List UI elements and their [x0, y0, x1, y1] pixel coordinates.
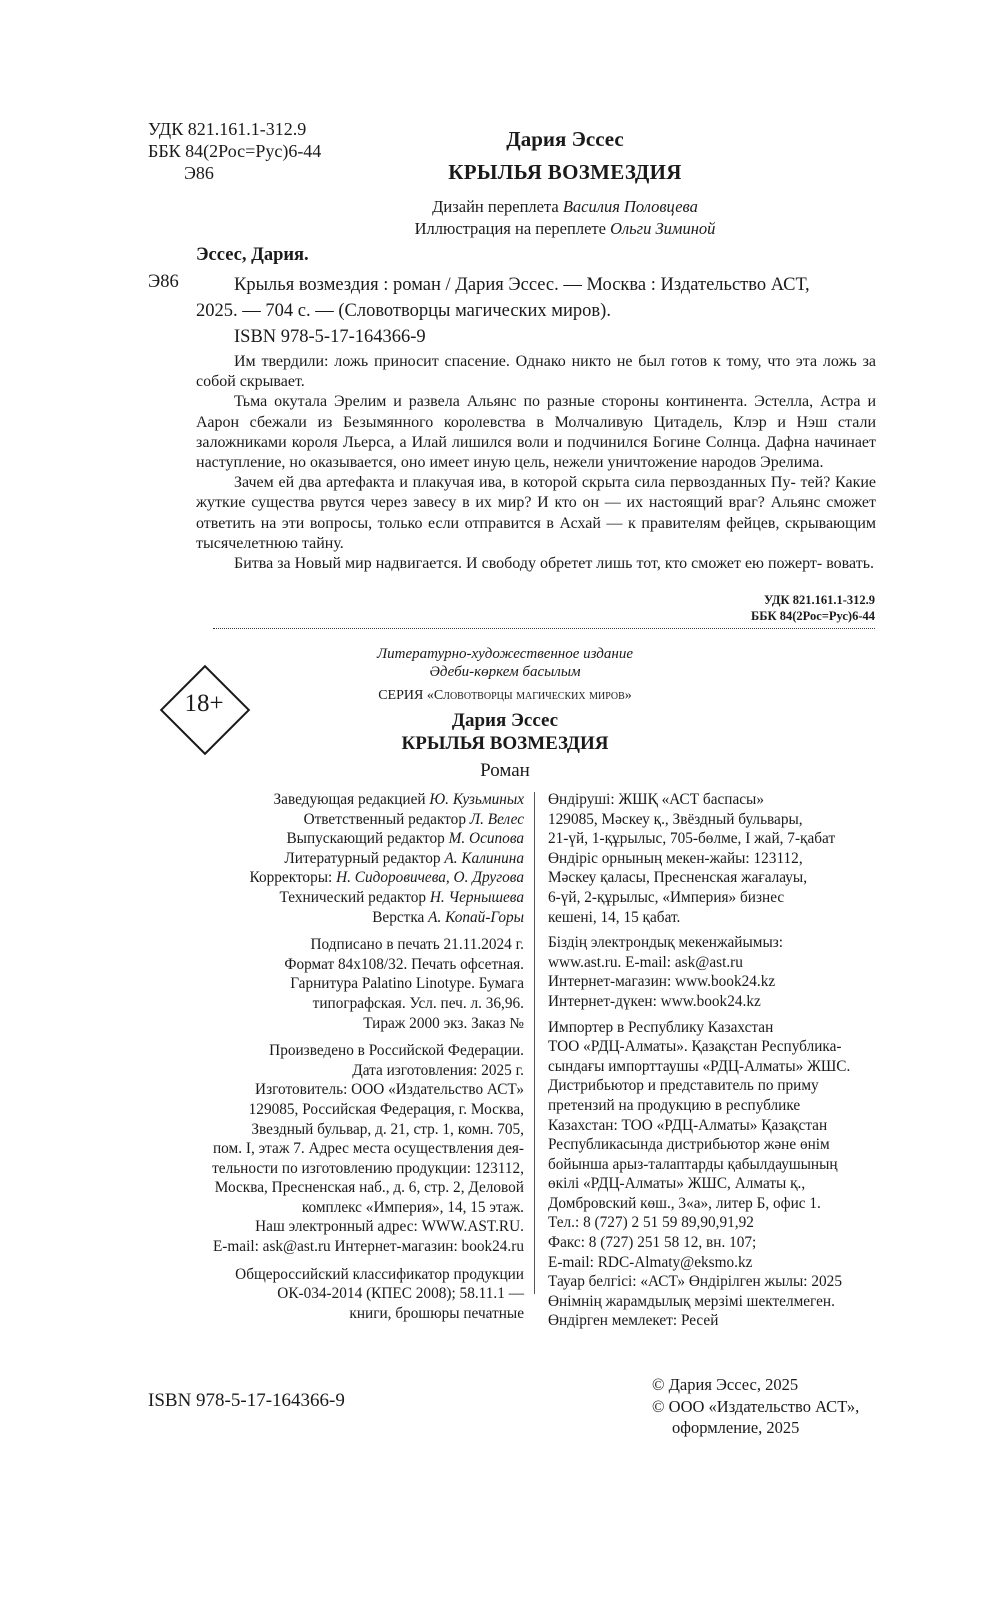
production-line: E-mail: ask@ast.ru Интернет-магазин: book24.ru — [212, 1238, 524, 1256]
annotation-line: ложь за собой скрывает. — [196, 353, 877, 391]
staff-role: Ответственный редактор — [303, 810, 466, 828]
book-author: Дария Эссес — [451, 710, 559, 731]
bib-line: 2025. — 704 с. — (Словотворцы магических миров). — [196, 301, 611, 321]
series-suffix: » — [624, 688, 632, 703]
design-credits — [330, 196, 800, 240]
kz-importer-line: Домбровский көш., 3«а», литер Б, офис 1. — [548, 1194, 821, 1212]
classifier-line: Общероссийский классификатор продукции — [235, 1265, 524, 1283]
kz-importer-line: Өнімнің жарамдылық мерзімі шектелмеген. — [548, 1292, 835, 1310]
staff-item — [150, 829, 524, 849]
staff-item — [150, 849, 524, 869]
annotation — [196, 352, 876, 574]
udk-block — [148, 118, 321, 184]
print-info-line: Формат 84x108/32. Печать офсетная. — [284, 955, 524, 973]
kz-contacts-line: www.ast.ru. E-mail: ask@ast.ru — [548, 953, 743, 971]
edition-type-kz: Әдеби-көркем басылым — [429, 664, 581, 680]
production-line: 129085, Российская Федерация, г. Москва, — [248, 1100, 524, 1118]
bib-description — [196, 272, 876, 324]
illustration-credit — [330, 218, 800, 240]
production-line: тельности по изготовлению продукции: 123112, — [212, 1159, 524, 1177]
annotation-line: и Аарон сбежали из Безымянного королевства в Молчаливую Цитадель, Клэр и Нэш стали — [196, 393, 876, 431]
kz-manufacturer-line: Өндіріс орнының мекен-жайы: 123112, — [548, 849, 803, 867]
kz-manufacturer-line: 129085, Мәскеу қ., Звёздный бульвары, — [548, 810, 803, 828]
annotation-line: Тьма окутала Эрелим и развела Альянс по разные стороны континента. Эстелла, Астра — [234, 393, 861, 411]
column-divider — [534, 792, 535, 1294]
annotation-paragraph — [196, 554, 876, 574]
kz-importer-line: Факс: 8 (727) 251 58 12, вн. 107; — [548, 1234, 757, 1252]
staff-role: Литературный редактор — [284, 849, 441, 867]
design-credit-label: Дизайн переплета — [432, 197, 559, 216]
imprint-left-column — [150, 790, 524, 1331]
staff-role: Выпускающий редактор — [286, 830, 445, 848]
staff-item — [150, 868, 524, 888]
staff-name: А. Калинина — [444, 849, 524, 867]
kz-importer — [548, 1018, 888, 1332]
annotation-line: Битва за Новый мир надвигается. И свободу обретет лишь тот, кто сможет ею пожерт- — [234, 555, 823, 573]
kz-importer-line: Тауар белгісі: «АСТ» Өндірілген жылы: 2025 — [548, 1273, 842, 1291]
kz-importer-line: бойынша арыз-талаптарды қабылдаушының — [548, 1155, 838, 1173]
kz-manufacturer-line: Өндіруші: ЖШҚ «АСТ баспасы» — [548, 791, 764, 808]
book-title: КРЫЛЬЯ ВОЗМЕЗДИЯ — [401, 733, 609, 754]
edition-type — [300, 645, 710, 681]
copyright-publisher-line: оформление, 2025 — [672, 1418, 800, 1437]
staff-name: Л. Велес — [469, 810, 524, 828]
dotted-divider — [213, 628, 875, 629]
production-line: Наш электронный адрес: WWW.AST.RU. — [255, 1218, 524, 1236]
kz-importer-line: Импортер в Республику Казахстан — [548, 1018, 774, 1036]
copyright-author: © Дария Эссес, 2025 — [652, 1375, 799, 1394]
header-title: КРЫЛЬЯ ВОЗМЕЗДИЯ — [448, 160, 682, 184]
staff-name: Н. Сидоровичева, О. Другова — [336, 869, 524, 887]
kz-importer-line: Тел.: 8 (727) 2 51 59 89,90,91,92 — [548, 1214, 754, 1232]
staff-role: Корректоры: — [249, 869, 333, 887]
print-info — [150, 935, 524, 1033]
bib-author: Эссес, Дария. — [196, 245, 309, 265]
production-info — [150, 1041, 524, 1257]
udk-small — [680, 592, 875, 624]
print-info-line: Тираж 2000 экз. Заказ № — [363, 1014, 524, 1032]
production-line: пом. I, этаж 7. Адрес места осуществления дея- — [213, 1140, 524, 1158]
copyright-publisher — [652, 1396, 859, 1438]
annotation-line: вовать. — [826, 555, 874, 573]
production-line: Звездный бульвар, д. 21, стр. 1, комн. 705, — [251, 1120, 524, 1138]
classifier-info — [150, 1265, 524, 1324]
staff-item — [150, 810, 524, 830]
kz-contacts-line: Интернет-дүкен: www.book24.kz — [548, 992, 761, 1010]
edition-type-ru: Литературно-художественное издание — [377, 646, 633, 662]
udk-code: УДК 821.161.1-312.9 — [148, 119, 307, 139]
production-line: Произведено в Российской Федерации. — [269, 1042, 524, 1060]
kz-importer-line: E-mail: RDC-Almaty@eksmo.kz — [548, 1253, 753, 1271]
design-credit — [330, 196, 800, 218]
kz-contacts-line: Біздің электрондық мекенжайымыз: — [548, 934, 784, 952]
classifier-line: ОК-034-2014 (КПЕС 2008); 58.11.1 — — [277, 1285, 524, 1303]
kz-importer-line: претензий на продукцию в республике — [548, 1096, 801, 1114]
designer-name: Василия Половцева — [562, 197, 698, 216]
bib-code: Э86 — [148, 272, 179, 292]
staff-item — [150, 908, 524, 928]
kz-importer-line: Республикасында дистрибьютор және өнім — [548, 1136, 830, 1154]
author-mark: Э86 — [184, 163, 214, 183]
kz-manufacturer-line: 21-үй, 1-құрылыс, 705-бөлме, I жай, 7-қабат — [548, 830, 836, 848]
staff-role: Технический редактор — [279, 888, 427, 906]
series-name: Словотворцы магических миров — [433, 688, 625, 703]
copyright-publisher-line: © ООО «Издательство АСТ», — [652, 1397, 860, 1416]
kz-contacts — [548, 933, 888, 1011]
header-author: Дария Эссес — [506, 127, 624, 151]
staff-name: Ю. Кузьминых — [429, 791, 524, 808]
staff-name: М. Осипова — [448, 830, 524, 848]
annotation-line: Им твердили: ложь приносит спасение. Однако никто не был готов к тому, что эта — [234, 353, 818, 370]
annotation-line: заложниками короля Льерса, а Илай лишился воли и подчинился Богине Солнца. Дафна — [196, 433, 810, 451]
staff-item — [150, 790, 524, 810]
bib-isbn: ISBN 978-5-17-164366-9 — [234, 327, 426, 347]
production-line: комплекс «Империя», 14, 15 этаж. — [301, 1198, 524, 1216]
annotation-line: Зачем ей два артефакта и плакучая ива, в которой скрыта сила первозданных Пу- — [234, 474, 796, 492]
print-info-line: типографская. Усл. печ. л. 36,96. — [312, 994, 524, 1012]
book-genre: Роман — [480, 760, 530, 781]
staff-role: Верстка — [372, 908, 425, 926]
kz-importer-line: Дистрибьютор и представитель по приму — [548, 1077, 819, 1095]
production-line: Изготовитель: ООО «Издательство АСТ» — [255, 1081, 524, 1099]
kz-manufacturer — [548, 790, 888, 927]
bbk-code: ББК 84(2Рос=Рус)6-44 — [148, 141, 322, 161]
annotation-line: фейцев, скрывающим тысячелетнюю тайну. — [196, 514, 877, 552]
kz-manufacturer-line: 6-үй, 2-құрылыс, «Империя» бизнес — [548, 888, 785, 906]
annotation-paragraph — [196, 392, 876, 473]
print-info-line: Гарнитура Palatino Linotype. Бумага — [290, 975, 524, 993]
print-info-line: Подписано в печать 21.11.2024 г. — [310, 936, 524, 954]
staff-name: Н. Чернышева — [429, 888, 524, 906]
kz-importer-line: өкілі «РДЦ-Алматы» ЖШС, Алматы қ., — [548, 1175, 806, 1193]
kz-importer-line: Өндірген мемлекет: Ресей — [548, 1312, 719, 1330]
bbk-small-code: ББК 84(2Рос=Рус)6-44 — [751, 609, 875, 623]
staff-list — [150, 790, 524, 927]
annotation-line: Альянс сможет ответить на эти вопросы, только если отправится в Асхай — к правителям — [196, 494, 877, 532]
series-line — [300, 688, 710, 704]
kz-importer-line: сындағы импорттаушы «РДЦ-Алматы» ЖШС. — [548, 1057, 851, 1075]
annotation-paragraph — [196, 352, 876, 392]
staff-name: А. Копай-Горы — [428, 908, 524, 926]
age-rating: 18+ — [184, 690, 224, 717]
kz-manufacturer-line: кешені, 14, 15 қабат. — [548, 908, 681, 926]
illustrator-name: Ольги Зиминой — [610, 219, 716, 238]
production-line: Москва, Пресненская наб., д. 6, стр. 2, Деловой — [214, 1179, 524, 1197]
isbn-bottom: ISBN 978-5-17-164366-9 — [148, 1390, 345, 1411]
bib-line: Крылья возмездия : роман / Дария Эссес. — Москва : Издательство АСТ, — [234, 275, 810, 295]
annotation-line: Эрелима. — [760, 454, 824, 472]
kz-importer-line: Казахстан: ТОО «РДЦ-Алматы» Қазақстан — [548, 1116, 828, 1134]
annotation-paragraph — [196, 473, 876, 554]
kz-manufacturer-line: Мәскеу қаласы, Пресненская жағалауы, — [548, 869, 808, 887]
imprint-right-column — [548, 790, 888, 1337]
annotation-line: тей? Какие жуткие существа рвутся через завесу в их мир? И кто он — их настоящий враг? — [196, 474, 877, 512]
kz-importer-line: ТОО «РДЦ-Алматы». Қазақстан Республика- — [548, 1038, 842, 1056]
classifier-line: книги, брошюры печатные — [349, 1304, 524, 1322]
production-line: Дата изготовления: 2025 г. — [352, 1061, 524, 1079]
kz-contacts-line: Интернет-магазин: www.book24.kz — [548, 973, 776, 991]
staff-item — [150, 888, 524, 908]
annotation-line: начинает наступление, но оказывается, оно имеет иную цель, нежели уничтожение народов — [196, 433, 877, 472]
staff-role: Заведующая редакцией — [273, 791, 426, 808]
illustration-credit-label: Иллюстрация на переплете — [414, 219, 606, 238]
udk-small-code: УДК 821.161.1-312.9 — [764, 593, 875, 607]
series-prefix: СЕРИЯ « — [378, 688, 434, 703]
